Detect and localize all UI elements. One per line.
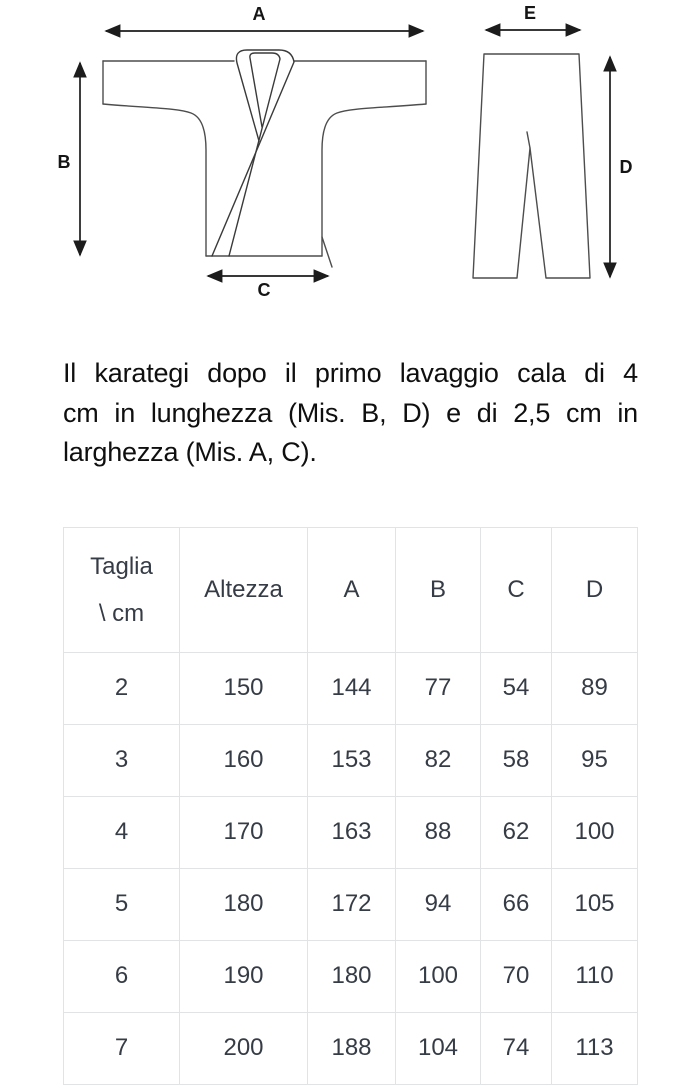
header-col-c: C	[481, 527, 552, 652]
note-line-2: cm in lunghezza (Mis. B, D) e di 2,5 cm in	[63, 397, 638, 428]
cell-a: 163	[308, 796, 396, 868]
collar-outer-lapel	[212, 50, 294, 256]
cell-d: 105	[552, 868, 638, 940]
cell-c: 66	[481, 868, 552, 940]
size-table-header-row	[64, 527, 638, 652]
header-altezza: Altezza	[180, 527, 308, 652]
cell-taglia: 6	[64, 940, 180, 1012]
jacket-collar	[212, 50, 294, 256]
cell-d: 100	[552, 796, 638, 868]
cell-d: 113	[552, 1012, 638, 1084]
size-row-4	[64, 796, 638, 868]
cell-altezza: 180	[180, 868, 308, 940]
cell-taglia: 5	[64, 868, 180, 940]
cell-altezza: 200	[180, 1012, 308, 1084]
jacket-right-sleeve-body	[322, 104, 426, 256]
size-row-3	[64, 724, 638, 796]
measurement-diagram	[0, 0, 699, 310]
cell-taglia: 7	[64, 1012, 180, 1084]
cell-d: 110	[552, 940, 638, 1012]
header-col-b: B	[396, 527, 481, 652]
cell-a: 180	[308, 940, 396, 1012]
cell-b: 94	[396, 868, 481, 940]
pants-body	[473, 54, 590, 278]
garment-diagram-svg	[0, 0, 699, 310]
cell-b: 77	[396, 652, 481, 724]
cell-altezza: 150	[180, 652, 308, 724]
size-row-7	[64, 1012, 638, 1084]
cell-c: 58	[481, 724, 552, 796]
jacket-left-sleeve-body	[103, 104, 206, 256]
cell-altezza: 160	[180, 724, 308, 796]
cell-b: 82	[396, 724, 481, 796]
jacket-tie-flap	[322, 237, 332, 267]
cell-a: 172	[308, 868, 396, 940]
pants-outline	[473, 54, 590, 278]
size-table	[63, 527, 638, 1085]
cell-taglia: 2	[64, 652, 180, 724]
cell-d: 89	[552, 652, 638, 724]
cell-taglia: 4	[64, 796, 180, 868]
cell-b: 104	[396, 1012, 481, 1084]
cell-b: 88	[396, 796, 481, 868]
cell-c: 70	[481, 940, 552, 1012]
cell-c: 54	[481, 652, 552, 724]
header-col-d: D	[552, 527, 638, 652]
header-taglia-line2: \ cm	[98, 599, 145, 627]
cell-b: 100	[396, 940, 481, 1012]
label-jacket-length-B: B	[57, 152, 71, 172]
cell-d: 95	[552, 724, 638, 796]
cell-altezza: 170	[180, 796, 308, 868]
cell-altezza: 190	[180, 940, 308, 1012]
cell-a: 153	[308, 724, 396, 796]
header-taglia-cm	[64, 527, 180, 652]
cell-a: 144	[308, 652, 396, 724]
note-line-1: Il karategi dopo il primo lavaggio cala di 4	[63, 358, 638, 388]
label-pants-waist-E: E	[523, 3, 537, 23]
label-jacket-hem-C: C	[257, 280, 271, 300]
cell-a: 188	[308, 1012, 396, 1084]
jacket-outline	[103, 61, 426, 267]
shrinkage-note	[63, 354, 638, 473]
size-row-2	[64, 652, 638, 724]
label-jacket-width-A: A	[252, 4, 266, 24]
size-row-5	[64, 868, 638, 940]
note-line-3: larghezza (Mis. A, C).	[63, 437, 317, 467]
cell-c: 74	[481, 1012, 552, 1084]
header-taglia-line1: Taglia	[90, 552, 153, 580]
pants-crotch-seam	[527, 132, 530, 148]
size-row-6	[64, 940, 638, 1012]
cell-taglia: 3	[64, 724, 180, 796]
header-col-a: A	[308, 527, 396, 652]
label-pants-length-D: D	[619, 157, 633, 177]
cell-c: 62	[481, 796, 552, 868]
